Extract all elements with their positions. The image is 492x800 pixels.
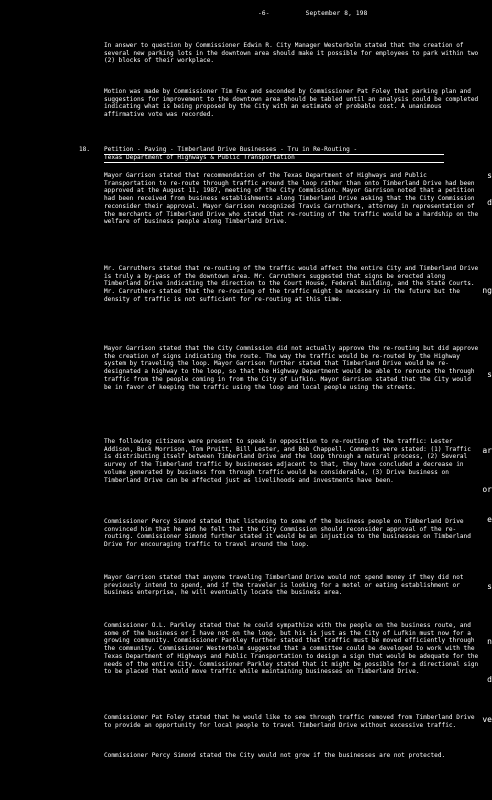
paragraph-4: Mr. Carruthers stated that re-routing of the traffic would affect the entire City and Timberland Drive is truly a by-pass of the downtown area. Mr. Carruthers suggested that signs be erected along Timberland Drive indicating the direction to the Court House, Federal Building, and the State Courts. Mr. Carruthers stated that the re-routing of the traffic might be necessary in the future but the density of traffic is not sufficient for re-routing at this time. xyxy=(104,265,479,303)
paragraph-11: Commissioner Percy Simond stated the City would not grow if the businesses are not protected. xyxy=(104,752,446,759)
margin-mark: d xyxy=(487,675,492,684)
item-number: 18. xyxy=(79,146,91,153)
page-header xyxy=(258,10,368,18)
paragraph-5: Mayor Garrison stated that the City Commission did not actually approve the re-routing but did approve the creation of signs indicating the route. The way the traffic would be re-routed by the Highway system by traveling the loop. Mayor Garrison further stated that Timberland Drive would be re-designated a highway to the loop, so that the Highway Department would be able to reroute the through traffic from the people coming in from the City of Lufkin. Mayor Garrison stated that the City would be in favor of keeping the traffic using the loop and local people using the streets. xyxy=(104,345,479,391)
margin-mark: ve xyxy=(482,715,492,724)
paragraph-6: The following citizens were present to speak in opposition to re-routing of the traffic: Lester Addison, Buck Morrison, Tom Pruitt, Bill Lester, and Bob Chappell. Comments were stated: (1) Traffic is distributing itself between Timberland Drive and the loop through a natural process, (2) Several survey of the Timberland traffic by businesses adjacent to that, they have concluded a decrease in volume generated by business from through traffic would be considerable, (3) Drive business on Timberland Drive can be affected just as livelihoods and investments have been. xyxy=(104,438,471,484)
margin-mark: s xyxy=(487,370,492,379)
item-title-line2: Texas Department of Highways & Public Transportation xyxy=(104,154,444,163)
paragraph-3: Mayor Garrison stated that recommendation of the Texas Department of Highways and Public Transportation to re-route through traffic around the loop rather than onto Timberland Drive had been approved at the August 11, 1987, meeting of the City Commission. Mayor Garrison noted that a petition had been received from business establishments along Timberland Drive asking that the City Commission reconsider their approval. Mayor Garrison recognized Travis Carruthers, attorney in representation of the merchants of Timberland Drive who stated that re-routing of the traffic would be a hardship on the welfare of business people along Timberland Drive. xyxy=(104,172,479,226)
paragraph-9: Commissioner O.L. Parkley stated that he could sympathize with the people on the business route, and some of the business or I have not on the loop, but his is just as the City of Lufkin must now for a growing community. Commissioner Parkley further stated that traffic must be moved efficiently through the community. Commissioner Westerbolm suggested that a committee could be developed to work with the Texas Department of Highways and Public Transportation to design a sign that would be adequate for the needs of the entire City. Commissioner Parkley stated that it might be possible for a directional sign to be placed that would move traffic while maintaining businesses on Timberland Drive. xyxy=(104,622,479,676)
item-title-line1: Petition - Paving - Timberland Drive Businesses - Tru in Re-Routing - xyxy=(104,146,444,155)
margin-mark: or xyxy=(482,485,492,494)
margin-mark: ng xyxy=(482,286,492,295)
margin-mark: ar xyxy=(482,446,492,455)
paragraph-2: Motion was made by Commissioner Tim Fox and seconded by Commissioner Pat Foley that parking plan and suggestions for improvement to the downtown area should be tabled until an analysis could be completed indicating what is being proposed by the City with an estimate of probable cost. A unanimous affirmative vote was recorded. xyxy=(104,88,479,119)
margin-mark: s xyxy=(487,582,492,591)
margin-mark: n xyxy=(487,637,492,646)
paragraph-1: In answer to question by Commissioner Edwin R. City Manager Westerbolm stated that the creation of several new parking lots in the downtown area should make it possible for employees to park within two (2) blocks of their workplace. xyxy=(104,42,479,65)
paragraph-10: Commissioner Pat Foley stated that he would like to see through traffic removed from Timberland Drive to provide an opportunity for local people to travel Timberland Drive without excessive traffic. xyxy=(104,714,475,729)
margin-mark: s xyxy=(487,171,492,180)
page-date: September 8, 198 xyxy=(305,10,368,17)
paragraph-7: Commissioner Percy Simond stated that listening to some of the business people on Timberland Drive convinced him that he and he felt that the City Commission should reconsider approval of the re-routing. Commissioner Simond further stated it would be an injustice to the businesses on Timberland Drive for encouraging traffic to travel around the loop. xyxy=(104,518,471,549)
margin-mark: d xyxy=(487,198,492,207)
margin-mark: e xyxy=(487,515,492,524)
paragraph-8: Mayor Garrison stated that anyone traveling Timberland Drive would not spend money if they did not previously intend to spend, and if the traveler is looking for a motel or eating establishment or business enterprise, he will eventually locate the business area. xyxy=(104,574,464,597)
page-number: -6- xyxy=(258,10,270,17)
